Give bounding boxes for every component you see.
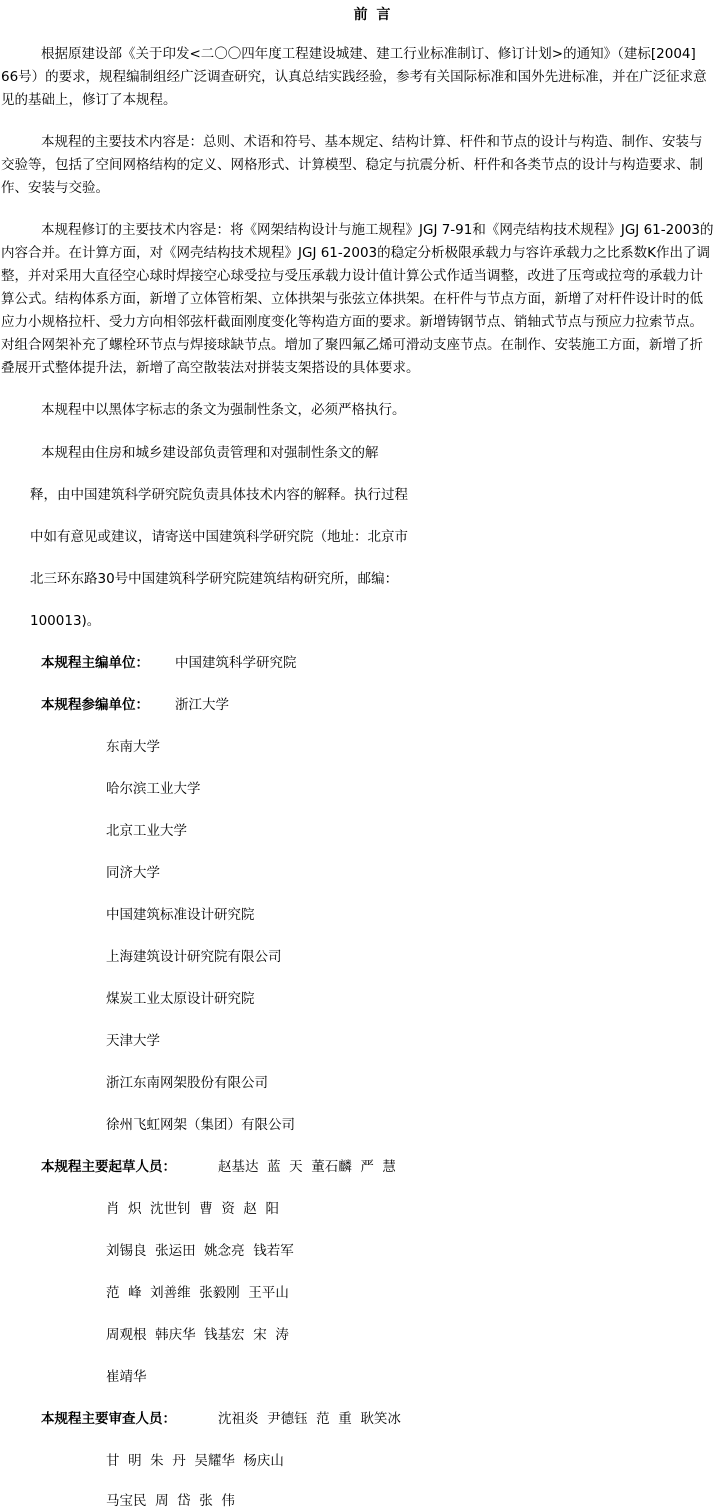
reviewers-label: 本规程主要审查人员： bbox=[41, 1411, 176, 1427]
paragraph-revision-content: 本规程修订的主要技术内容是：将《网架结构设计与施工规程》JGJ 7-91和《网壳结构技术规程》JGJ 61-2003的内容合并。在计算方面，对《网壳结构技术规程》JGJ 61-2003的稳定分析极限承载力与容许承载力之比系数K作出了调整，并对采用大直径空心球时焊接空心球受拉与受压承载力设计值计算公式作适当调整，改进了压弯或拉弯的承载力计算公式。结构体系方面，新增了立体管桁架、立体拱架与张弦立体拱架。在杆件与节点方面，新增了对杆件设计时的低应力小规格拉杆、受力方向相邻弦杆截面刚度变化等构造方面的要求。新增铸钢节点、销轴式节点与预应力拉索节点。对组合网架补充了螺栓环节点与焊接球缺节点。增加了聚四氟乙烯可滑动支座节点。在制作、安装施工方面，新增了折叠展开式整体提升法，新增了高空散装法对拼装支架搭设的具体要求。 bbox=[1, 222, 714, 376]
management-line: 本规程由住房和城乡建设部负责管理和对强制性条文的解 bbox=[41, 445, 379, 461]
management-line: 释，由中国建筑科学研究院负责具体技术内容的解释。执行过程 bbox=[30, 487, 408, 503]
participant-unit: 浙江大学 bbox=[175, 697, 229, 713]
drafters-names: 赵基达 蓝 天 董石麟 严 慧 bbox=[218, 1159, 396, 1175]
participant-unit: 煤炭工业太原设计研究院 bbox=[106, 991, 255, 1007]
participant-unit: 浙江东南网架股份有限公司 bbox=[106, 1075, 268, 1091]
reviewers-names: 沈祖炎 尹德钰 范 重 耿笑冰 bbox=[218, 1411, 401, 1427]
participants-label: 本规程参编单位： bbox=[41, 697, 149, 713]
drafters-label: 本规程主要起草人员： bbox=[41, 1159, 176, 1175]
chief-editor-label: 本规程主编单位： bbox=[41, 655, 149, 671]
reviewers-names: 甘 明 朱 丹 吴耀华 杨庆山 bbox=[106, 1453, 284, 1469]
paragraph-basis: 根据原建设部《关于印发<二〇〇四年度工程建设城建、建工行业标准制订、修订计划>的通知》（建标[2004] 66号）的要求，规程编制组经广泛调查研究，认真总结实践经验，参考有关国际标准和国外先进标准，并在广泛征求意见的基础上，修订了本规程。 bbox=[1, 46, 707, 108]
participant-unit: 天津大学 bbox=[106, 1033, 160, 1049]
management-line: 中如有意见或建议，请寄送中国建筑科学研究院（地址：北京市 bbox=[30, 529, 408, 545]
drafters-names: 刘锡良 张运田 姚念亮 钱若军 bbox=[106, 1243, 294, 1259]
participant-unit: 徐州飞虹网架（集团）有限公司 bbox=[106, 1117, 295, 1133]
page-title: 前 言 bbox=[353, 7, 393, 23]
management-line: 北三环东路30号中国建筑科学研究院建筑结构研究所，邮编： bbox=[30, 571, 399, 587]
participant-unit: 哈尔滨工业大学 bbox=[106, 781, 201, 797]
drafters-names: 崔靖华 bbox=[106, 1369, 147, 1385]
participant-unit: 上海建筑设计研究院有限公司 bbox=[106, 949, 282, 965]
participant-unit: 中国建筑标准设计研究院 bbox=[106, 907, 255, 923]
reviewers-names: 马宝民 周 岱 张 伟 bbox=[106, 1493, 235, 1509]
participant-unit: 东南大学 bbox=[106, 739, 160, 755]
participant-unit: 北京工业大学 bbox=[106, 823, 187, 839]
drafters-names: 范 峰 刘善维 张毅刚 王平山 bbox=[106, 1285, 289, 1301]
drafters-names: 周观根 韩庆华 钱基宏 宋 涛 bbox=[106, 1327, 289, 1343]
chief-editor-value: 中国建筑科学研究院 bbox=[175, 655, 297, 671]
drafters-names: 肖 炽 沈世钊 曹 资 赵 阳 bbox=[106, 1201, 279, 1217]
paragraph-mandatory-clauses: 本规程中以黑体字标志的条文为强制性条文，必须严格执行。 bbox=[41, 402, 406, 418]
participant-unit: 同济大学 bbox=[106, 865, 160, 881]
management-line: 100013)。 bbox=[30, 613, 101, 629]
paragraph-main-content: 本规程的主要技术内容是：总则、术语和符号、基本规定、结构计算、杆件和节点的设计与构造、制作、安装与交验等，包括了空间网格结构的定义、网格形式、计算模型、稳定与抗震分析、杆件和各类节点的设计与构造要求、制作、安装与交验。 bbox=[1, 134, 703, 196]
